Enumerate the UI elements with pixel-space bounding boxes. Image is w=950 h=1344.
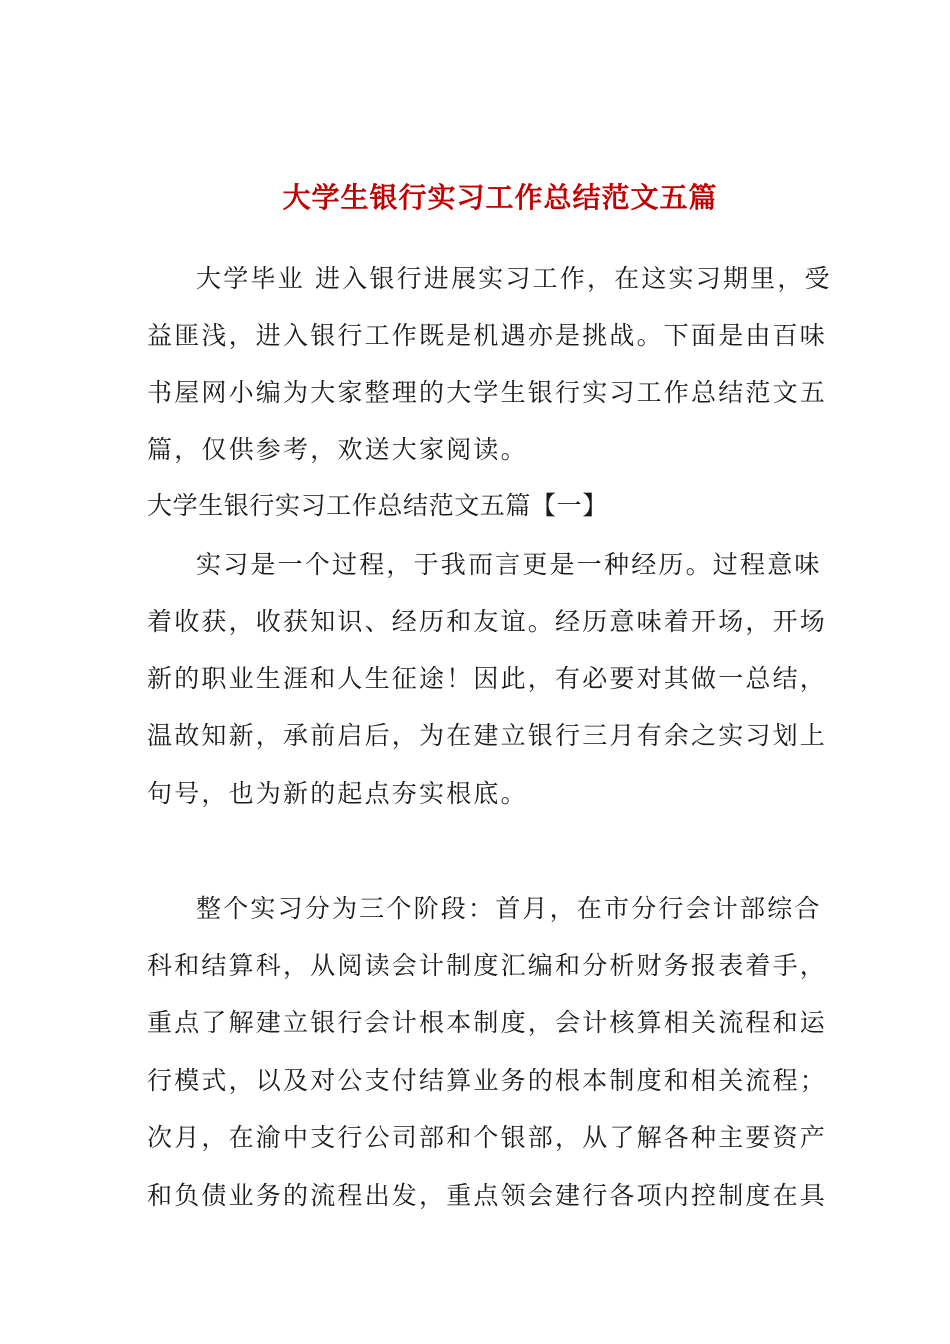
document-title: 大学生银行实习工作总结范文五篇 [282, 181, 718, 214]
section-heading: 大学生银行实习工作总结范文五篇【一】 [147, 491, 608, 520]
intro-line-4: 篇，仅供参考，欢送大家阅读。 [147, 435, 528, 464]
intro-line-3: 书屋网小编为大家整理的大学生银行实习工作总结范文五 [147, 378, 828, 407]
intro-line-1: 大学毕业 进入银行进展实习工作，在这实习期里，受 [196, 264, 832, 293]
paragraph2-line-3: 重点了解建立银行会计根本制度，会计核算相关流程和运 [147, 1008, 828, 1037]
paragraph2-line-5: 次月，在渝中支行公司部和个银部，从了解各种主要资产 [147, 1123, 828, 1152]
paragraph1-line-2: 着收获，收获知识、经历和友谊。经历意味着开场，开场 [147, 607, 828, 636]
intro-line-2: 益匪浅，进入银行工作既是机遇亦是挑战。下面是由百味 [147, 321, 828, 350]
paragraph1-line-3: 新的职业生涯和人生征途！因此，有必要对其做一总结， [147, 664, 828, 693]
paragraph2-line-1: 整个实习分为三个阶段：首月，在市分行会计部综合 [196, 894, 822, 923]
paragraph1-line-4: 温故知新，承前启后，为在建立银行三月有余之实习划上 [147, 721, 828, 750]
paragraph2-line-2: 科和结算科，从阅读会计制度汇编和分析财务报表着手， [147, 951, 828, 980]
paragraph2-line-6: 和负债业务的流程出发，重点领会建行各项内控制度在具 [147, 1181, 828, 1210]
paragraph1-line-1: 实习是一个过程，于我而言更是一种经历。过程意味 [196, 550, 822, 579]
paragraph1-line-5: 句号，也为新的起点夯实根底。 [147, 779, 528, 808]
paragraph2-line-4: 行模式，以及对公支付结算业务的根本制度和相关流程； [147, 1066, 828, 1095]
